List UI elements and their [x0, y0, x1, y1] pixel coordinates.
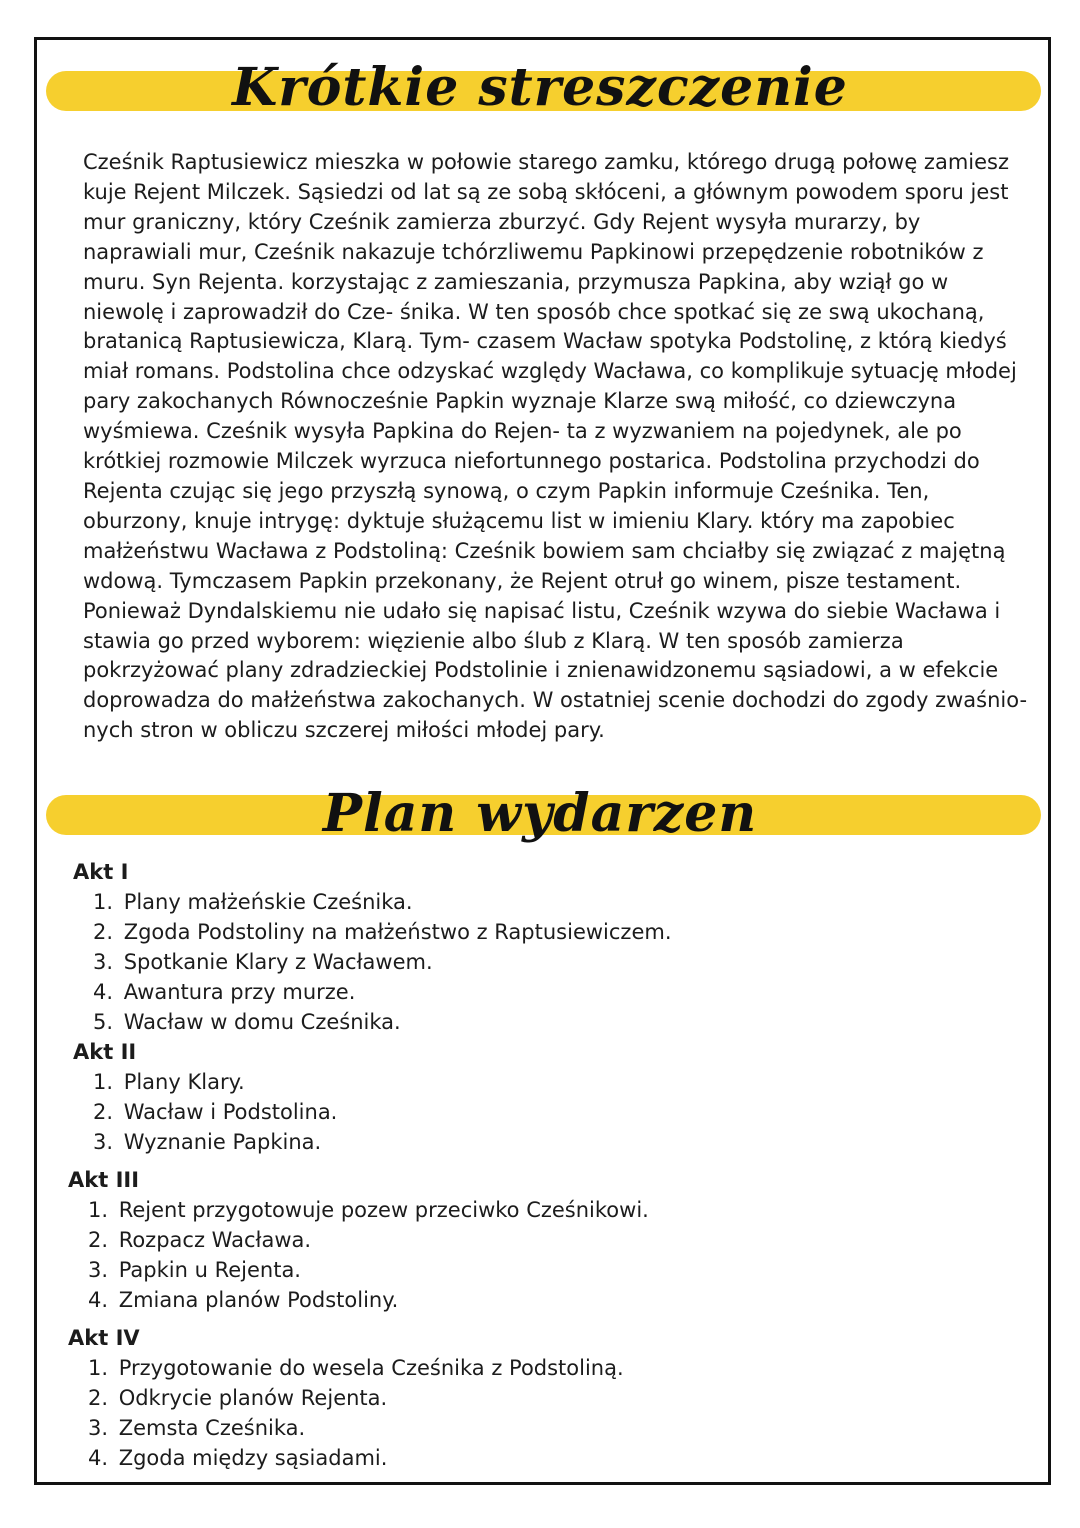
act-items: [88, 1195, 968, 1315]
list-item: 4. Zmiana planów Podstoliny.: [88, 1288, 399, 1312]
list-item: 1. Plany małżeńskie Cześnika.: [93, 890, 413, 914]
list-item: 3. Papkin u Rejenta.: [88, 1258, 301, 1282]
list-item: 5. Wacław w domu Cześnika.: [93, 1010, 401, 1034]
act-heading: Akt IV: [68, 1326, 140, 1350]
act-heading: Akt III: [68, 1168, 140, 1192]
act-items: [93, 887, 968, 1037]
act-heading: Akt II: [73, 1040, 137, 1064]
list-item: 1. Plany Klary.: [93, 1070, 245, 1094]
list-item: 4. Awantura przy murze.: [93, 980, 356, 1004]
list-item: 3. Wyznanie Papkina.: [93, 1130, 322, 1154]
list-item: 2. Rozpacz Wacława.: [88, 1228, 312, 1252]
list-item: 1. Rejent przygotowuje pozew przeciwko Cześnikowi.: [88, 1198, 649, 1222]
act-section: [68, 1165, 968, 1315]
list-item: 2. Wacław i Podstolina.: [93, 1100, 338, 1124]
act-items: [93, 1067, 968, 1157]
act-section: [73, 857, 968, 1037]
list-item: 2. Zgoda Podstoliny na małżeństwo z Raptusiewiczem.: [93, 920, 672, 944]
list-item: 3. Spotkanie Klary z Wacławem.: [93, 950, 433, 974]
acts-list: [68, 857, 968, 1473]
act-heading: Akt I: [73, 860, 129, 884]
plan-title: Plan wydarzen: [322, 783, 758, 844]
summary-text: Cześnik Raptusiewicz mieszka w połowie starego zamku, którego drugą połowę zamiesz kuje Rejent Milczek. Sąsiedzi od lat są ze sobą skłóceni, a głównym powodem sporu jest mur graniczny, który Cześnik zamierza zburzyć. Gdy Rejent wysyła murarzy, by naprawiali mur, Cześnik nakazuje tchórzliwemu Papkinowi przepędzenie robotników z muru. Syn Rejenta. korzystając z zamieszania, przymusza Papkina, aby wziął go w niewolę i zaprowadził do Cze- śnika. W ten sposób chce spotkać się ze swą ukochaną, bratanicą Raptusiewicza, Klarą. Tym- czasem Wacław spotyka Podstolinę, z którą kiedyś miał romans. Podstolina chce odzyskać względy Wacława, co komplikuje sytuację młodej pary zakochanych Równocześnie Papkin wyznaje Klarze swą miłość, co dziewczyna wyśmiewa. Cześnik wysyła Papkina do Rejen- ta z wyzwaniem na pojedynek, ale po krótkiej rozmowie Milczek wyrzuca niefortunnego postarica. Podstolina przychodzi do Rejenta czując się jego przyszłą synową, o czym Papkin informuje Cześnika. Ten, oburzony, knuje intrygę: dyktuje służącemu list w imieniu Klary. który ma zapobiec małżeństwu Wacława z Podstoliną: Cześnik bowiem sam chciałby się związać z majętną wdową. Tymczasem Papkin przekonany, że Rejent otruł go winem, pisze testament. Ponieważ Dyndalskiemu nie udało się napisać listu, Cześnik wzywa do siebie Wacława i stawia go przed wyborem: więzienie albo ślub z Klarą. W ten sposób zamierza pokrzyżować plany zdradzieckiej Podstolinie i znienawidzonemu sąsiadowi, a w efekcie doprowadza do małżeństwa zakochanych. W ostatniej scenie dochodzi do zgody zwaśnio- nych stron w obliczu szczerej miłości młodej pary.: [83, 150, 1028, 743]
act-section: [73, 1037, 968, 1157]
list-item: 3. Zemsta Cześnika.: [88, 1416, 306, 1440]
list-item: 1. Przygotowanie do wesela Cześnika z Podstoliną.: [88, 1356, 624, 1380]
list-item: 2. Odkrycie planów Rejenta.: [88, 1386, 388, 1410]
summary-title: Krótkie streszczenie: [232, 57, 848, 118]
act-items: [88, 1353, 968, 1473]
act-section: [68, 1323, 968, 1473]
list-item: 4. Zgoda między sąsiadami.: [88, 1446, 388, 1470]
